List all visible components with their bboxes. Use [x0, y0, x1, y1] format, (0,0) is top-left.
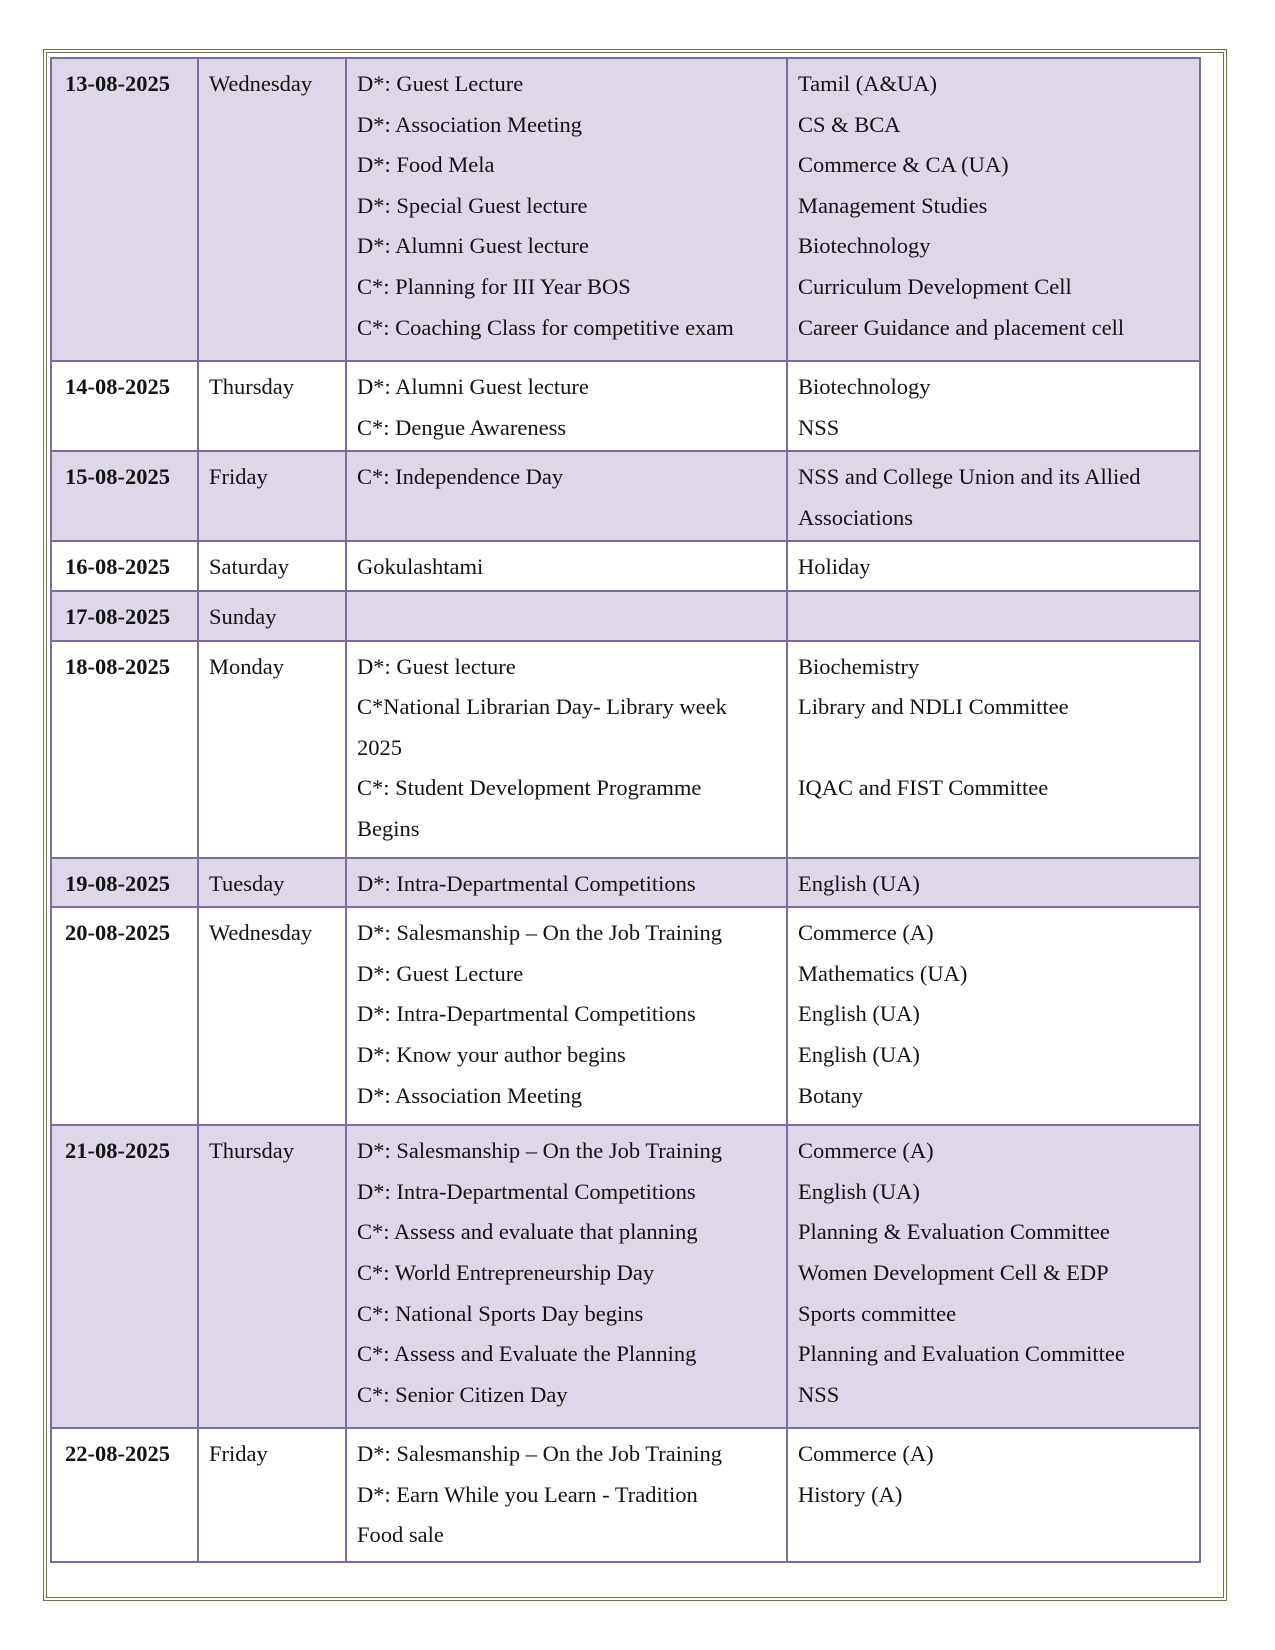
cell-line: C*: Independence Day [357, 464, 564, 490]
date-cell: 13-08-2025 [51, 58, 198, 361]
departments-cell [787, 641, 1200, 858]
events-cell [346, 1428, 787, 1562]
cell-line: C*National Librarian Day- Library week [357, 694, 727, 720]
cell-line: C*: Student Development Programme [357, 775, 702, 801]
table-row [51, 451, 1200, 541]
departments-cell [787, 907, 1200, 1125]
cell-line: Botany [798, 1082, 863, 1108]
cell-line: English (UA) [798, 1041, 920, 1067]
cell-line: Gokulashtami [357, 554, 484, 580]
date-cell: 17-08-2025 [51, 591, 198, 641]
cell-line: D*: Food Mela [357, 152, 495, 178]
cell-line: NSS [798, 414, 840, 440]
cell-line: Commerce (A) [798, 1441, 934, 1467]
cell-line: C*: Coaching Class for competitive exam [357, 314, 734, 340]
table-row [51, 58, 1200, 361]
departments-cell [787, 361, 1200, 451]
calendar-table [50, 57, 1201, 1563]
cell-line: Biochemistry [798, 653, 920, 679]
day-cell: Tuesday [198, 858, 346, 908]
cell-line: Associations [798, 504, 913, 530]
cell-line: Commerce & CA (UA) [798, 152, 1009, 178]
cell-line: Library and NDLI Committee [798, 694, 1069, 720]
cell-line: CS & BCA [798, 111, 901, 137]
cell-line: Planning & Evaluation Committee [798, 1219, 1110, 1245]
cell-line: Management Studies [798, 192, 988, 218]
cell-line: Food sale [357, 1522, 444, 1548]
cell-line: D*: Association Meeting [357, 111, 582, 137]
cell-line: 2025 [357, 734, 402, 760]
cell-line: Mathematics (UA) [798, 960, 968, 986]
events-cell [346, 451, 787, 541]
table-row [51, 858, 1200, 908]
table-row [51, 1125, 1200, 1428]
cell-line: D*: Salesmanship – On the Job Training [357, 1441, 723, 1467]
cell-line: Commerce (A) [798, 920, 934, 946]
cell-line [798, 728, 1191, 769]
cell-line: D*: Guest Lecture [357, 960, 524, 986]
table-row [51, 641, 1200, 858]
day-cell: Monday [198, 641, 346, 858]
cell-line: D*: Salesmanship – On the Job Training [357, 1138, 723, 1164]
day-cell: Saturday [198, 541, 346, 591]
cell-line: C*: Assess and Evaluate the Planning [357, 1341, 697, 1367]
cell-line: NSS and College Union and its Allied [798, 464, 1141, 490]
cell-line: Commerce (A) [798, 1138, 934, 1164]
cell-line: C*: Senior Citizen Day [357, 1381, 568, 1407]
departments-cell [787, 858, 1200, 908]
day-cell: Thursday [198, 1125, 346, 1428]
cell-line: D*: Alumni Guest lecture [357, 374, 589, 399]
departments-cell [787, 1428, 1200, 1562]
cell-line: Begins [357, 815, 420, 841]
cell-line: Biotechnology [798, 374, 931, 399]
departments-cell [787, 1125, 1200, 1428]
cell-line: C*: Assess and evaluate that planning [357, 1219, 698, 1245]
cell-line: D*: Know your author begins [357, 1041, 626, 1067]
events-cell [346, 858, 787, 908]
departments-cell [787, 541, 1200, 591]
table-row [51, 541, 1200, 591]
cell-line: D*: Guest Lecture [357, 71, 524, 96]
events-cell [346, 58, 787, 361]
day-cell: Friday [198, 1428, 346, 1562]
cell-line: English (UA) [798, 1178, 920, 1204]
cell-line: D*: Intra-Departmental Competitions [357, 870, 696, 896]
day-cell: Wednesday [198, 58, 346, 361]
cell-line: History (A) [798, 1481, 903, 1507]
date-cell: 21-08-2025 [51, 1125, 198, 1428]
events-cell [346, 541, 787, 591]
cell-line: Career Guidance and placement cell [798, 314, 1125, 340]
cell-line: NSS [798, 1381, 840, 1407]
cell-line: English (UA) [798, 1001, 920, 1027]
cell-line: D*: Earn While you Learn - Tradition [357, 1481, 698, 1507]
cell-line: D*: Special Guest lecture [357, 192, 588, 218]
date-cell: 20-08-2025 [51, 907, 198, 1125]
cell-line: D*: Association Meeting [357, 1082, 582, 1108]
cell-line: C*: National Sports Day begins [357, 1300, 644, 1326]
cell-line: IQAC and FIST Committee [798, 775, 1049, 801]
cell-line: D*: Alumni Guest lecture [357, 233, 589, 259]
date-cell: 16-08-2025 [51, 541, 198, 591]
events-cell [346, 1125, 787, 1428]
table-row [51, 591, 1200, 641]
cell-line: Women Development Cell & EDP [798, 1259, 1109, 1285]
events-cell [346, 907, 787, 1125]
day-cell: Thursday [198, 361, 346, 451]
cell-line: Curriculum Development Cell [798, 273, 1072, 299]
day-cell: Sunday [198, 591, 346, 641]
departments-cell [787, 58, 1200, 361]
cell-line: D*: Intra-Departmental Competitions [357, 1001, 696, 1027]
events-cell [346, 641, 787, 858]
cell-line: English (UA) [798, 870, 920, 896]
date-cell: 19-08-2025 [51, 858, 198, 908]
cell-line: Holiday [798, 554, 871, 580]
cell-line: D*: Salesmanship – On the Job Training [357, 920, 723, 946]
cell-line: D*: Intra-Departmental Competitions [357, 1178, 696, 1204]
date-cell: 14-08-2025 [51, 361, 198, 451]
cell-line: Biotechnology [798, 233, 931, 259]
departments-cell [787, 451, 1200, 541]
day-cell: Friday [198, 451, 346, 541]
cell-line: Tamil (A&UA) [798, 71, 938, 96]
cell-line: C*: Planning for III Year BOS [357, 273, 631, 299]
cell-line: Planning and Evaluation Committee [798, 1341, 1125, 1367]
table-row [51, 1428, 1200, 1562]
events-cell [346, 591, 787, 641]
date-cell: 15-08-2025 [51, 451, 198, 541]
day-cell: Wednesday [198, 907, 346, 1125]
events-cell [346, 361, 787, 451]
date-cell: 18-08-2025 [51, 641, 198, 858]
cell-line: Sports committee [798, 1300, 957, 1326]
cell-line: C*: Dengue Awareness [357, 414, 567, 440]
cell-line: C*: World Entrepreneurship Day [357, 1259, 655, 1285]
departments-cell [787, 591, 1200, 641]
cell-line: D*: Guest lecture [357, 653, 516, 679]
table-row [51, 361, 1200, 451]
table-row [51, 907, 1200, 1125]
date-cell: 22-08-2025 [51, 1428, 198, 1562]
